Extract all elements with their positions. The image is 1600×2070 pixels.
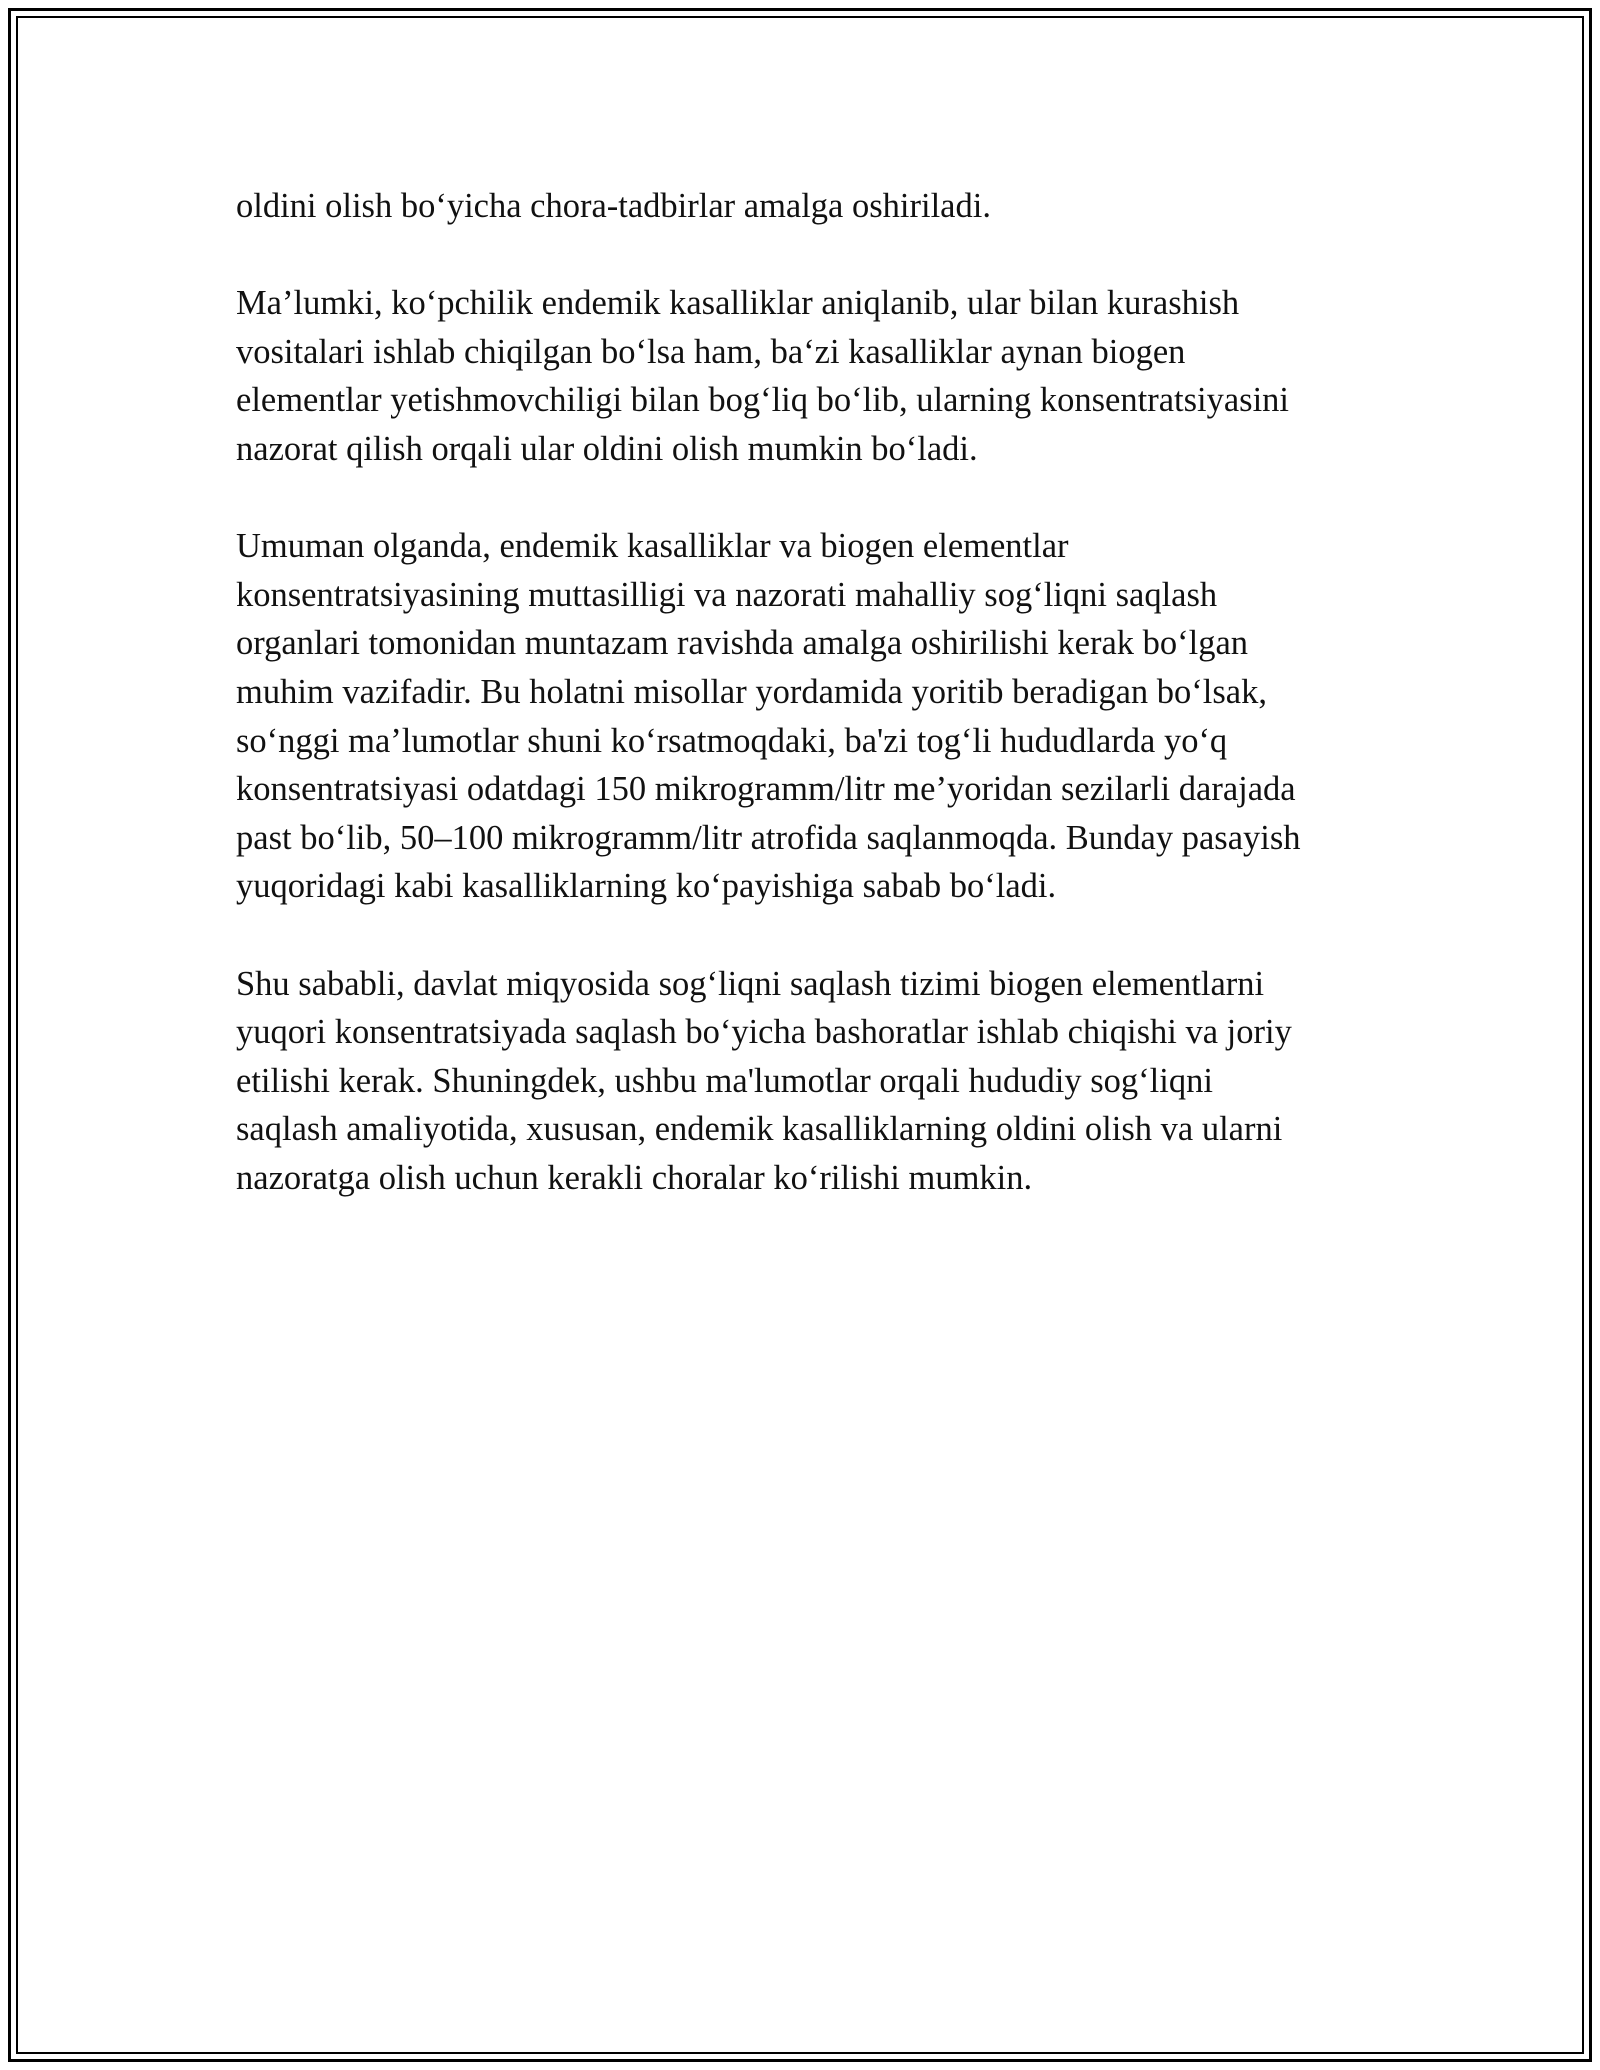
paragraph-2 [236,279,1386,473]
text-line: Shu sababli, davlat miqyosida sog‘liqni saqlash tizimi biogen elementlarni [236,964,1265,1003]
paragraph-1 [236,182,1386,231]
text-line: saqlash amaliyotida, xususan, endemik kasalliklarning oldini olish va ularni [236,1110,1283,1149]
document-body [236,182,1386,1251]
paragraph-4 [236,960,1386,1203]
text-line: yuqori konsentratsiyada saqlash bo‘yicha bashoratlar ishlab chiqishi va joriy [236,1013,1292,1052]
text-line: oldini olish bo‘yicha chora-tadbirlar amalga oshiriladi. [236,187,991,225]
text-line: konsentratsiyasi odatdagi 150 mikrogramm/litr me’yoridan sezilarli darajada [236,770,1296,809]
text-line: konsentratsiyasining muttasilligi va nazorati mahalliy sog‘liqni saqlash [236,575,1218,614]
text-line: nazoratga olish uchun kerakli choralar ko‘rilishi mumkin. [236,1158,1033,1197]
text-line: etilishi kerak. Shuningdek, ushbu ma'lumotlar orqali hududiy sog‘liqni [236,1061,1213,1100]
text-line: so‘nggi ma’lumotlar shuni ko‘rsatmoqdaki, ba'zi tog‘li hududlarda yo‘q [236,721,1228,760]
text-line: Ma’lumki, ko‘pchilik endemik kasalliklar aniqlanib, ular bilan kurashish [236,284,1240,323]
text-line: past bo‘lib, 50–100 mikrogramm/litr atrofida saqlanmoqda. Bunday pasayish [236,818,1301,857]
text-line: organlari tomonidan muntazam ravishda amalga oshirilishi kerak bo‘lgan [236,624,1249,663]
text-line: elementlar yetishmovchiligi bilan bog‘liq bo‘lib, ularning konsentratsiyasini [236,381,1290,420]
text-line: Umuman olganda, endemik kasalliklar va biogen elementlar [236,527,1069,566]
text-line: vositalari ishlab chiqilgan bo‘lsa ham, ba‘zi kasalliklar aynan biogen [236,332,1186,371]
paragraph-3 [236,522,1386,911]
text-line: muhim vazifadir. Bu holatni misollar yordamida yoritib beradigan bo‘lsak, [236,672,1267,711]
text-line: yuqoridagi kabi kasalliklarning ko‘payishiga sabab bo‘ladi. [236,867,1057,906]
text-line: nazorat qilish orqali ular oldini olish mumkin bo‘ladi. [236,429,978,468]
